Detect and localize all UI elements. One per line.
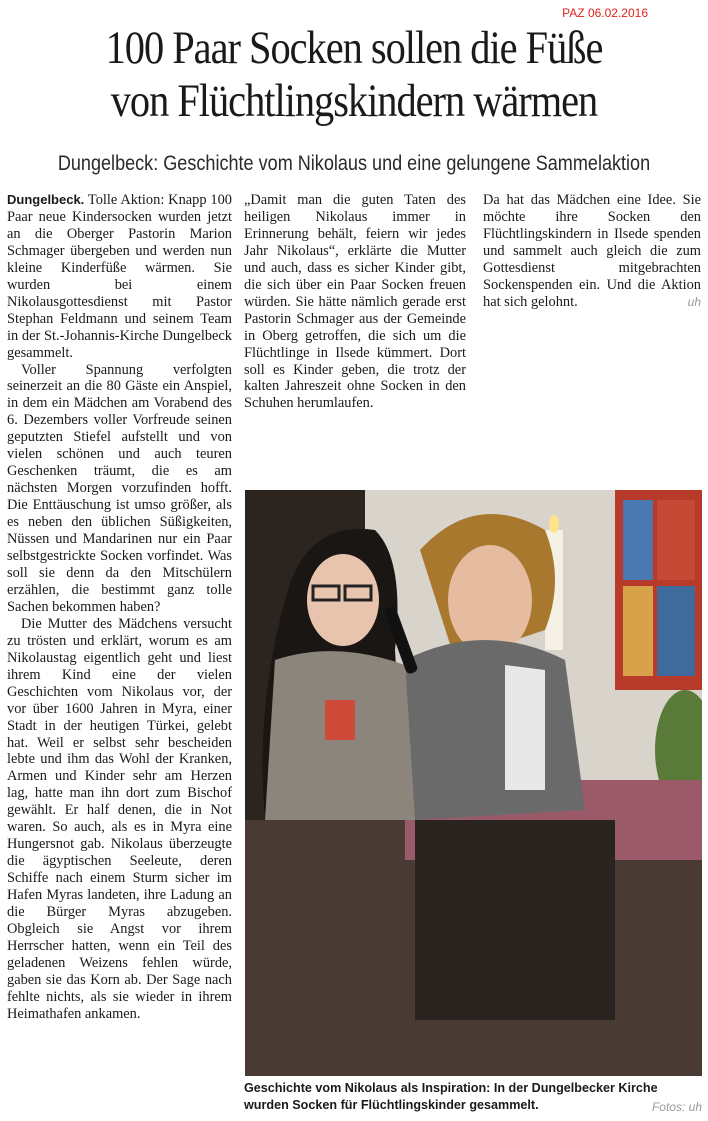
article-column-2 [244,192,466,412]
headline-line-2: von Flüchtlingskindern wärmen [110,75,598,127]
main-photo-illustration [245,490,702,1076]
article-column-1 [7,192,232,1117]
article-paragraph-1-text: Tolle Aktion: Knapp 100 Paar neue Kindersocken wurden jetzt an die Oberger Pastorin Marion Schmager übergeben und werden nun kleine Kinderfüße wärmen. Sie wurden bei einem Nikolausgottesdienst mit Pastor Stephan Feldmann und seinem Team in der St.-Johannis-Kirche Dungelbeck gesammelt. [7,192,232,361]
source-tag: PAZ 06.02.2016 [562,6,648,20]
article-paragraph-4: „Damit man die guten Taten des heiligen Nikolaus immer in Erinnerung behält, feiern wir jedes Jahr Nikolaus“, erklärte die Mutter und auch, dass es sicher Kinder gibt, die sich über ein Paar Socken freuen würden. Sie hätte nämlich gerade erst Pastorin Schmager aus der Gemeinde in Oberg getroffen, die sich um die Flüchtlinge in Ilsede kümmert. Dort soll es Kinder geben, die trotz der kalten Jahreszeit ohne Socken in den Schuhen herumlaufen. [244,192,466,412]
article-paragraph-5: Da hat das Mädchen eine Idee. Sie möchte ihre Socken den Flüchtlingskindern in Ilsede spenden und sammelt auch gleich die zum Gottesdienst mitgebrachten Sockenspenden ein. Und die Aktion hat sich gelohnt. [483,192,701,310]
photo-credit: Fotos: uh [651,1100,702,1114]
headline [50,22,659,128]
article-column-3 [483,192,701,311]
headline-line-1: 100 Paar Socken sollen die Füße [105,22,603,74]
article-paragraph-3: Die Mutter des Mädchens versucht zu trösten und erklärt, worum es am Nikolaustag eigentlich geht und liest ihrem Kind eine der vielen Geschichten vom Nikolaus vor, der vor über 1600 Jahren in Myra, einer Stadt in der heutigen Türkei, gelebt hat. Weil er selbst sehr bescheiden lebte und ihm das Wohl der Kranken, Armen und Kinder sehr am Herzen lag, hatte man ihn dort zum Bischof gewählt. Er half denen, die in Not waren. So auch, als es in Myra eine Hungersnot gab. Nikolaus überzeugte die ägyptischen Seeleute, deren Schiffe nach einem Sturm sicher im Hafen Myras landeten, ihre Ladung an die Bürger Myras abzugeben. Obgleich sie Angst vor ihrem Herrscher hatten, wenn ein Teil des geladenen Weizens fehlen würde, gaben sie das Korn ab. Der Sage nach fehlte nichts, als sie wieder in ihrem Heimathafen ankamen. [7,615,232,1022]
main-photo [245,490,702,1076]
dateline: Dungelbeck. [7,192,85,207]
article-paragraph-1 [7,192,232,362]
photo-caption: Geschichte vom Nikolaus als Inspiration: In der Dungelbecker Kirche wurden Socken für Flüchtlingskinder gesammelt. [244,1081,658,1112]
article-paragraph-2: Voller Spannung verfolgten seinerzeit an die 80 Gäste ein Anspiel, in dem ein Mädchen am Vorabend des 6. Dezembers voller Vorfreude seinen geputzten Stiefel aufstellt und von vielen schönen und auch teuren Geschenken träumt, die es am nächsten Morgen vorzufinden hofft. Die Enttäuschung ist umso größer, als es neben den üblichen Süßigkeiten, Nüssen und Mandarinen nur ein Paar selbstgestrickte Socken vorfindet. Was soll sie denn da den Mitschülern erzählen, die bestimmt ganz tolle Sachen bekommen haben? [7,361,232,615]
author-initials: uh [687,294,701,309]
subheadline: Dungelbeck: Geschichte vom Nikolaus und eine gelungene Sammelaktion [57,152,651,175]
